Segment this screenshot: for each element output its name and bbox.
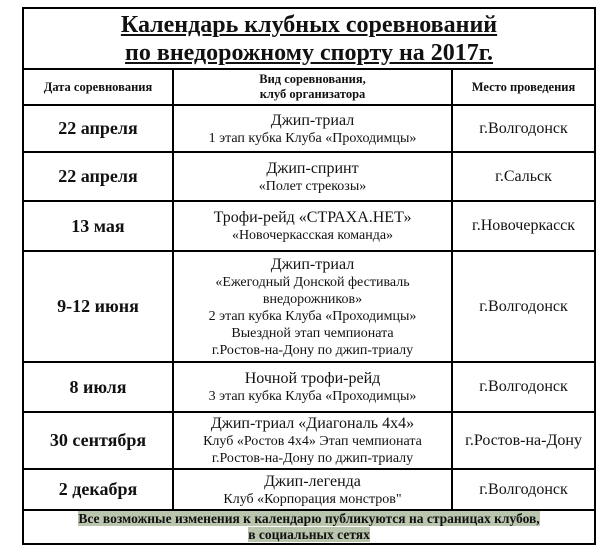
event-line: Клуб «Корпорация монстров" — [223, 491, 402, 507]
column-header-event — [173, 69, 452, 105]
table-row — [23, 152, 595, 201]
event-cell — [173, 251, 452, 362]
competition-calendar-table — [22, 7, 596, 545]
event-line: Ночной трофи-рейд — [244, 370, 381, 387]
event-line: 1 этап кубка Клуба «Проходимцы» — [208, 130, 417, 146]
date-cell: 22 апреля — [23, 105, 173, 152]
place-cell: г.Волгодонск — [452, 105, 595, 152]
date-cell: 22 апреля — [23, 152, 173, 201]
event-line: г.Ростов-на-Дону по джип-триалу — [211, 342, 414, 358]
table-row — [23, 412, 595, 469]
date-cell: 8 июля — [23, 362, 173, 412]
place-cell: г.Новочеркасск — [452, 201, 595, 251]
event-line: Трофи-рейд «СТРАХА.НЕТ» — [213, 209, 412, 226]
footer-line-1: Все возможные изменения к календарю публикуются на страницах клубов, — [78, 511, 540, 526]
place-cell: г.Волгодонск — [452, 469, 595, 510]
page-title — [23, 8, 595, 69]
event-line: Джип-спринт — [266, 159, 359, 177]
title-line-2: по внедорожному спорту на 2017г. — [125, 39, 493, 66]
event-line: 2 этап кубка Клуба «Проходимцы» — [208, 308, 417, 324]
table-row — [23, 105, 595, 152]
event-cell — [173, 105, 452, 152]
footer-line-2: в социальных сетях — [248, 527, 370, 542]
column-header-event-line-1: Вид соревнования, — [259, 72, 366, 86]
event-line: «Новочеркасская команда» — [231, 228, 394, 243]
event-line: Клуб «Ростов 4х4» Этап чемпионата — [203, 434, 422, 449]
event-cell — [173, 362, 452, 412]
title-row — [23, 8, 595, 69]
event-cell — [173, 201, 452, 251]
column-header-event-line-2: клуб организатора — [259, 87, 366, 101]
table-row — [23, 201, 595, 251]
date-cell: 2 декабря — [23, 469, 173, 510]
title-line-1: Календарь клубных соревнований — [120, 11, 498, 38]
event-line: Джип-триал — [270, 111, 355, 129]
event-line: 3 этап кубка Клуба «Проходимцы» — [208, 389, 417, 404]
footer-note — [23, 510, 595, 544]
table-row — [23, 251, 595, 362]
header-row — [23, 69, 595, 105]
table-row — [23, 362, 595, 412]
event-line: «Ежегодный Донской фестиваль — [215, 274, 410, 290]
event-cell — [173, 412, 452, 469]
event-line: Выездной этап чемпионата — [231, 325, 394, 341]
date-cell: 30 сентября — [23, 412, 173, 469]
date-cell: 13 мая — [23, 201, 173, 251]
column-header-place: Место проведения — [452, 69, 595, 105]
table-row — [23, 469, 595, 510]
column-header-date: Дата соревнования — [23, 69, 173, 105]
event-line: Джип-триал «Диагональ 4х4» — [210, 415, 415, 432]
place-cell: г.Волгодонск — [452, 362, 595, 412]
event-line: Джип-легенда — [264, 472, 361, 490]
footer-row — [23, 510, 595, 544]
event-line: Джип-триал — [270, 255, 355, 273]
date-cell: 9-12 июня — [23, 251, 173, 362]
place-cell: г.Сальск — [452, 152, 595, 201]
event-line: «Полет стрекозы» — [258, 178, 367, 194]
event-cell — [173, 469, 452, 510]
event-line: внедорожников» — [262, 291, 363, 307]
place-cell: г.Ростов-на-Дону — [452, 412, 595, 469]
place-cell: г.Волгодонск — [452, 251, 595, 362]
event-line: г.Ростов-на-Дону по джип-триалу — [211, 451, 414, 466]
event-cell — [173, 152, 452, 201]
